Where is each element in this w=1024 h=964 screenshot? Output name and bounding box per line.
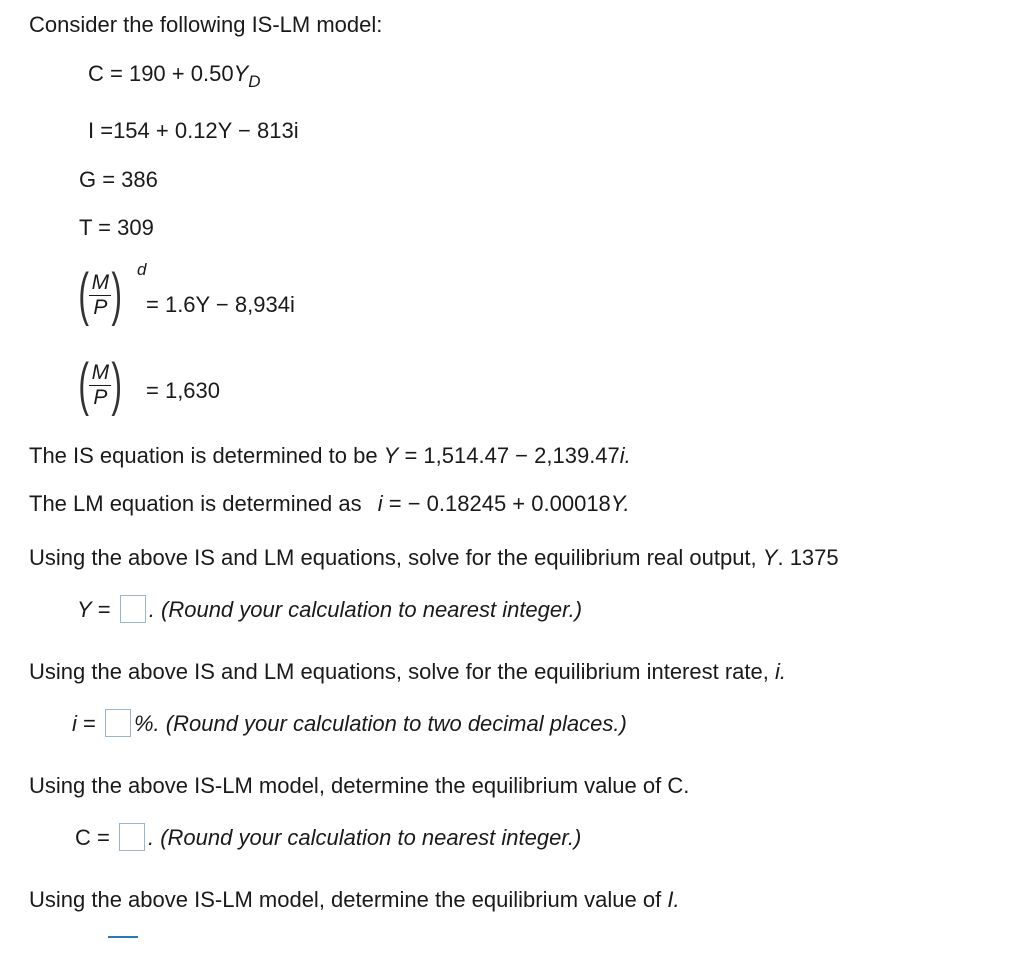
q4-text: Using the above IS-LM model, determine the equilibrium value of	[29, 887, 668, 912]
consumption-var-y: Y	[233, 61, 249, 86]
consumption-equation	[88, 61, 261, 92]
answer-label-y: Y	[77, 597, 92, 622]
money-demand-equation	[74, 262, 127, 327]
answer-label-c: C =	[75, 825, 110, 850]
question-consumption: Using the above IS-LM model, determine the equilibrium value of C.	[29, 773, 690, 798]
next-answer-input-edge[interactable]	[108, 936, 138, 938]
answer-row-interest	[72, 711, 627, 739]
q2-after: .	[779, 659, 786, 684]
answer-label-eq: =	[91, 597, 111, 622]
round-hint: . (Round your calculation to nearest integer.)	[147, 825, 582, 850]
fraction-numerator: M	[91, 360, 110, 384]
answer-label-eq: =	[76, 711, 96, 736]
consumption-subscript: D	[248, 72, 261, 91]
fraction-denominator: P	[93, 385, 108, 409]
round-hint: . (Round your calculation to nearest integer.)	[148, 597, 583, 622]
q2-var: i	[774, 659, 780, 684]
left-paren: (	[78, 352, 89, 417]
q4-var: I	[667, 887, 674, 912]
q1-text: Using the above IS and LM equations, solve for the equilibrium real output,	[29, 545, 763, 570]
question-output	[29, 545, 839, 571]
money-demand-superscript: d	[137, 260, 147, 279]
interest-answer-input[interactable]	[105, 709, 131, 737]
is-equation-text	[29, 443, 631, 469]
q2-text: Using the above IS and LM equations, solve for the equilibrium interest rate,	[29, 659, 775, 684]
answer-row-consumption	[75, 825, 581, 853]
lm-rest: = − 0.18245 + 0.00018	[382, 491, 611, 516]
right-paren: )	[111, 262, 123, 327]
investment-equation: I =154 + 0.12Y − 813i	[88, 118, 299, 143]
q4-after: .	[673, 887, 680, 912]
government-equation: G = 386	[79, 167, 158, 192]
lm-prefix: The LM equation is determined as	[29, 491, 368, 516]
question-interest-rate	[29, 659, 786, 685]
fraction-numerator: M	[91, 270, 110, 294]
intro-text: Consider the following IS-LM model:	[29, 12, 383, 37]
lm-end: .	[623, 491, 630, 516]
left-paren: (	[78, 262, 89, 327]
lm-var-y: Y	[610, 491, 624, 516]
is-var-y: Y	[383, 443, 399, 468]
q1-var: Y	[762, 545, 778, 570]
lm-var-i: i	[377, 491, 383, 516]
is-rest: = 1,514.47 − 2,139.47	[398, 443, 620, 468]
lm-equation-text	[29, 491, 630, 517]
is-prefix: The IS equation is determined to be	[29, 443, 384, 468]
answer-label-i: i	[72, 711, 77, 736]
fraction-denominator: P	[93, 295, 108, 319]
consumption-equation-lhs: C = 190 + 0.50	[88, 61, 234, 86]
answer-row-output	[77, 597, 582, 625]
money-supply-equation	[74, 352, 127, 417]
money-supply-fraction	[89, 362, 111, 409]
money-demand-fraction	[89, 272, 111, 319]
q1-after: . 1375	[777, 545, 839, 570]
is-var-i: i	[619, 443, 625, 468]
output-answer-input[interactable]	[120, 595, 146, 623]
consumption-answer-input[interactable]	[119, 823, 145, 851]
right-paren: )	[111, 352, 123, 417]
tax-equation: T = 309	[79, 215, 154, 240]
round-hint: %. (Round your calculation to two decimal places.)	[133, 711, 627, 736]
money-demand-rhs: = 1.6Y − 8,934i	[146, 292, 295, 317]
question-investment	[29, 887, 680, 913]
is-end: .	[624, 443, 631, 468]
money-supply-rhs: = 1,630	[146, 378, 221, 403]
